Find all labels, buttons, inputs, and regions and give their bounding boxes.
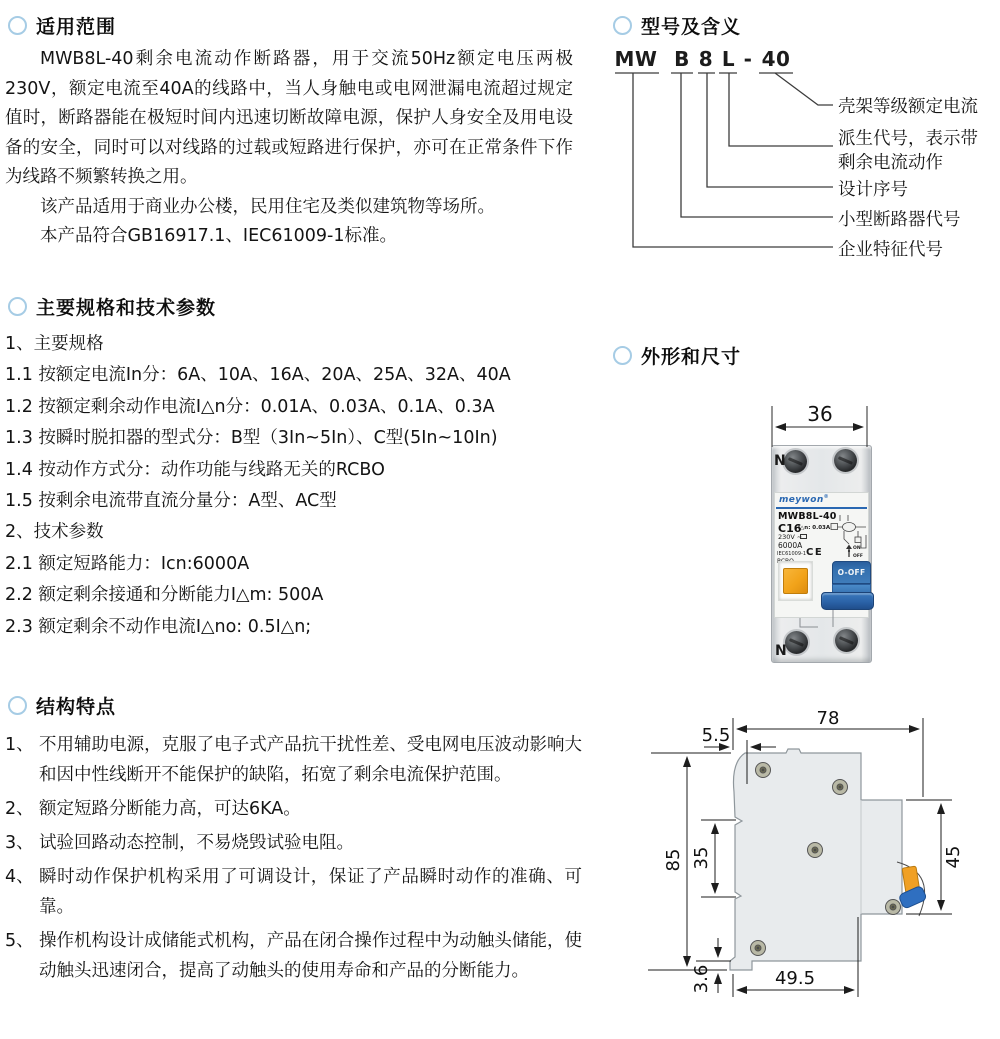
scope-paragraph-1: MWB8L-40剩余电流动作断路器，用于交流50Hz额定电压两极230V，额定电流至40A的线路中，当人身触电或电网泄漏电流超过规定值时，断路器能在极短时间内迅速切断故障电源，保护人身安全及用电设备的安全，同时可以对线路的过载或短路进行保护，亦可在正常条件下作为线路不频繁转换之用。 <box>5 49 573 187</box>
side-dim-offset: 5.5 <box>701 725 731 746</box>
spec-line: 2.3 额定剩余不动作电流I△no: 0.5I△n; <box>5 616 312 637</box>
ce-mark: CE <box>806 547 824 558</box>
diagram-on-text: ON <box>853 546 861 551</box>
feature-number: 3、 <box>5 833 34 853</box>
side-view-drawing <box>615 695 1000 1039</box>
feature-item <box>5 730 582 790</box>
features-list <box>5 730 582 990</box>
brand-name: meywon <box>779 495 824 505</box>
section-specs-heading <box>8 293 216 320</box>
model-code-40: 40 <box>761 47 791 71</box>
scope-paragraph-2: 该产品适用于商业办公楼，民用住宅及类似建筑物等场所。 <box>40 196 495 217</box>
feature-item <box>5 926 582 986</box>
model-label-enterprise-code: 企业特征代号 <box>838 240 943 260</box>
section-features-title: 结构特点 <box>36 696 117 718</box>
model-code-8: 8 <box>698 47 714 71</box>
model-label-mcb-code: 小型断路器代号 <box>838 210 961 230</box>
front-view-overlay <box>755 400 885 640</box>
section-specs-title: 主要规格和技术参数 <box>36 297 217 319</box>
section-bullet-icon <box>613 346 632 365</box>
scope-paragraphs <box>5 45 573 252</box>
section-outline-heading <box>613 342 741 369</box>
model-label-derived-code-2: 剩余电流动作 <box>838 153 943 173</box>
side-dim-lip: 3.6 <box>691 964 712 994</box>
breaker-model-text: MWB8L-40 <box>778 511 837 522</box>
side-dim-inner: 35 <box>691 846 712 870</box>
spec-line: 1.5 按剩余电流带直流分量分：A型、AC型 <box>5 491 337 512</box>
feature-item <box>5 828 582 858</box>
feature-item <box>5 794 582 824</box>
breaker-side-profile <box>730 749 902 970</box>
model-code-mw: MW <box>614 47 658 71</box>
feature-number: 2、 <box>5 799 34 819</box>
section-bullet-icon <box>8 696 27 715</box>
side-dim-width: 78 <box>816 708 840 729</box>
feature-text: 试验回路动态控制，不易烧毁试验电阻。 <box>39 833 354 853</box>
breaker-standard-text: IEC61009-1 <box>777 551 807 557</box>
section-outline-title: 外形和尺寸 <box>641 346 742 368</box>
spec-line: 2.2 额定剩余接通和分断能力I△m: 500A <box>5 585 324 606</box>
feature-text: 额定短路分断能力高，可达6KA。 <box>39 799 301 819</box>
spec-line: 2.1 额定短路能力：Icn:6000A <box>5 553 250 574</box>
side-dim-front-height: 45 <box>943 845 964 869</box>
section-model-title: 型号及含义 <box>641 16 742 38</box>
spec-line: 2、技术参数 <box>5 522 104 543</box>
toggle-off-text: O-OFF <box>837 568 866 577</box>
spec-line: 1、主要规格 <box>5 334 104 354</box>
breaker-residual-text: I△n: 0.03A <box>798 525 831 531</box>
feature-text: 瞬时动作保护机构采用了可调设计，保证了产品瞬时动作的准确、可靠。 <box>39 867 582 917</box>
feature-item <box>5 862 582 922</box>
breaker-rating-text: C16 <box>778 522 802 535</box>
feature-text: 操作机构设计成储能式机构，产品在闭合操作过程中为动触头储能，使动触头迅速闭合，提高了动触头的使用寿命和产品的分断能力。 <box>39 931 582 981</box>
model-label-design-serial: 设计序号 <box>838 180 908 200</box>
model-code-l: L <box>721 47 736 71</box>
side-dim-height: 85 <box>663 848 684 872</box>
spec-line: 1.3 按瞬时脱扣器的型式分：B型（3In~5In）、C型(5In~10In) <box>5 428 498 449</box>
spec-line: 1.1 按额定电流In分：6A、10A、16A、20A、25A、32A、40A <box>5 365 511 386</box>
model-label-derived-code-1: 派生代号，表示带 <box>838 129 978 149</box>
feature-text: 不用辅助电源，克服了电子式产品抗干扰性差、受电网电压波动影响大和因中性线断开不能保护的缺陷，拓宽了剩余电流保护范围。 <box>39 735 582 785</box>
model-code-b: B <box>674 47 690 71</box>
spec-line: 1.2 按额定剩余动作电流I△n分：0.01A、0.03A、0.1A、0.3A <box>5 396 495 417</box>
feature-number: 5、 <box>5 931 34 951</box>
breaker-voltage-text: 230V ~ <box>778 533 803 541</box>
neutral-terminal-label-top: N <box>774 453 786 469</box>
front-width-dim: 36 <box>807 402 833 426</box>
diagram-off-text: OFF <box>853 554 863 559</box>
section-bullet-icon <box>8 16 27 35</box>
breaker-capacity-text: 6000A <box>778 541 803 550</box>
specs-list <box>5 329 580 643</box>
neutral-terminal-label-bottom: N <box>775 643 787 659</box>
section-bullet-icon <box>8 297 27 316</box>
feature-number: 1、 <box>5 735 34 755</box>
scope-paragraph-3: 本产品符合GB16917.1、IEC61009-1标准。 <box>40 226 397 246</box>
feature-number: 4、 <box>5 867 34 887</box>
spec-line: 1.4 按动作方式分：动作功能与线路无关的RCBO <box>5 459 385 480</box>
section-scope-heading <box>8 12 116 39</box>
section-features-heading <box>8 692 116 719</box>
model-label-frame-current: 壳架等级额定电流 <box>838 97 978 117</box>
registered-mark: ® <box>823 494 830 500</box>
side-dim-depth: 49.5 <box>774 968 816 989</box>
section-scope-title: 适用范围 <box>36 16 117 38</box>
wiring-diagram-icon <box>831 515 866 557</box>
model-code-hyphen: - <box>743 47 753 71</box>
